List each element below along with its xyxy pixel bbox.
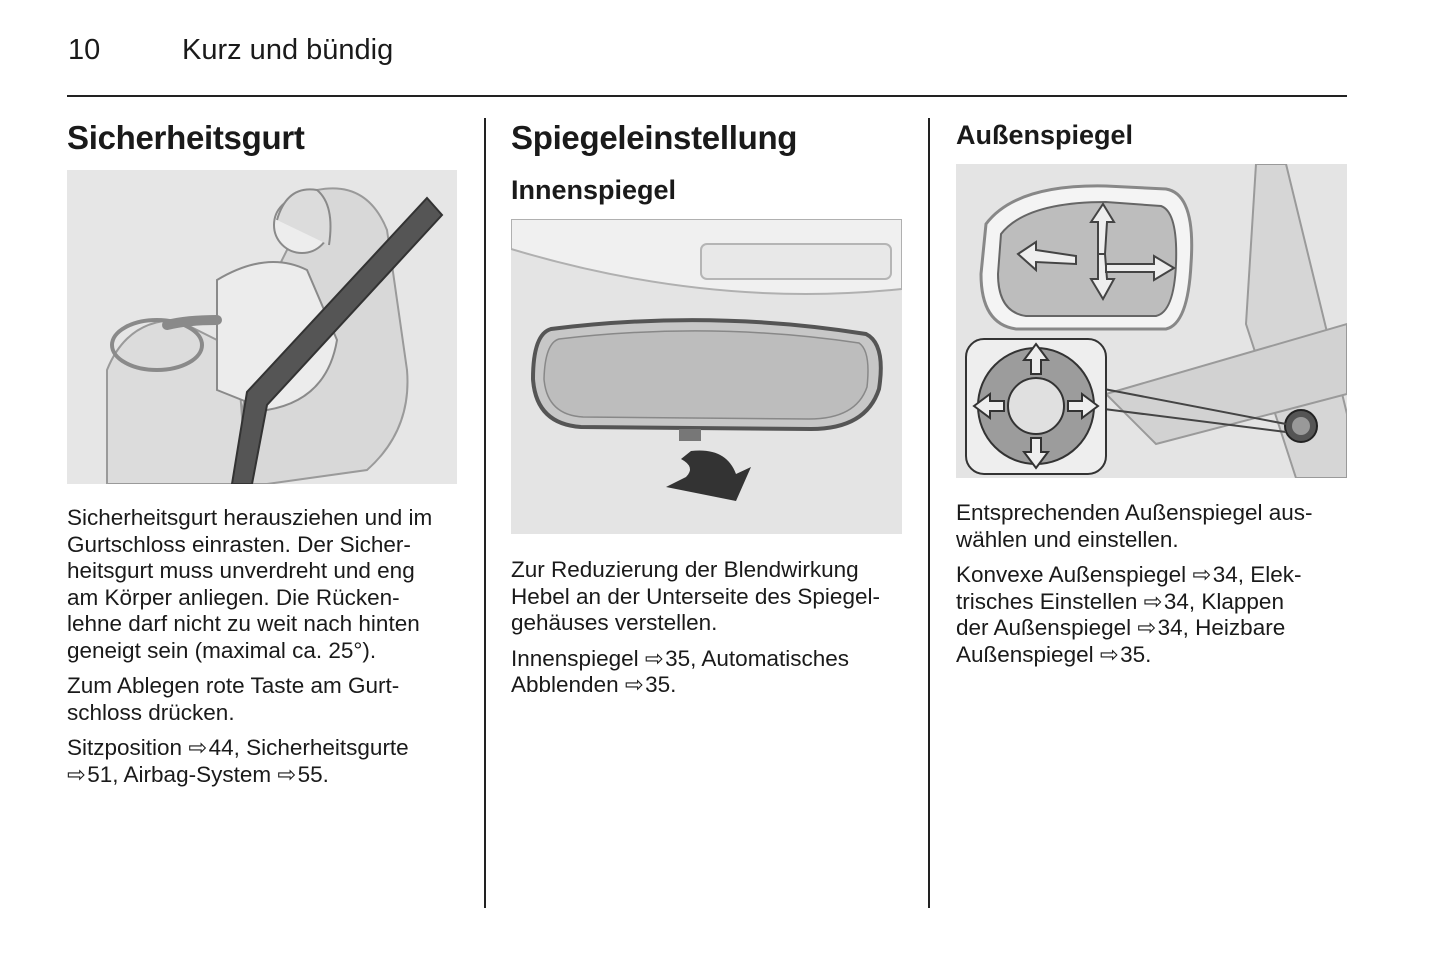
page-reference-arrow-icon: ⇨	[188, 735, 208, 760]
reference-link[interactable]: der Außenspiegel	[956, 615, 1132, 640]
text-line: heitsgurt muss unverdreht und eng	[67, 558, 415, 583]
page-reference-arrow-icon: ⇨	[1099, 641, 1119, 667]
reference-line	[956, 642, 1356, 669]
reference-line	[956, 562, 1356, 589]
text-line: schloss drücken.	[67, 699, 235, 725]
interior-mirror-illustration	[511, 219, 902, 534]
interior-mirror-text	[511, 557, 911, 699]
reference-line	[67, 735, 467, 762]
reference-link[interactable]: 44, Sicherheitsgurte	[202, 735, 409, 760]
page-reference-arrow-icon: ⇨	[1192, 562, 1212, 587]
chapter-title: Kurz und bündig	[182, 34, 394, 66]
reference-text: Sitzposition	[67, 735, 183, 760]
section-heading-seatbelt: Sicherheitsgurt	[67, 119, 305, 156]
seatbelt-text	[67, 505, 467, 788]
column-divider-1	[484, 118, 486, 908]
header-rule	[67, 95, 1347, 97]
page-reference-arrow-icon: ⇨	[277, 761, 297, 787]
page-reference-arrow-icon: ⇨	[624, 672, 644, 697]
reference-link[interactable]: Abblenden	[511, 672, 619, 697]
reference-line	[956, 615, 1356, 642]
reference-text[interactable]: 35, Automatisches	[658, 645, 849, 671]
page-reference-arrow-icon: ⇨	[1137, 615, 1157, 640]
text-line: geneigt sein (maximal ca. 25°).	[67, 637, 377, 663]
reference-line	[511, 646, 911, 673]
reference-link[interactable]: trisches Einstellen	[956, 588, 1138, 614]
text-line: Zur Reduzierung der Blendwirkung	[511, 557, 859, 582]
text-line: am Körper anliegen. Die Rücken-	[67, 584, 400, 610]
reference-line	[511, 672, 911, 699]
page-reference-arrow-icon: ⇨	[644, 645, 664, 671]
reference-text[interactable]: 34, Elek-	[1206, 562, 1302, 587]
reference-text[interactable]: 35.	[1113, 641, 1152, 667]
subheading-exterior-mirror: Außenspiegel	[956, 120, 1134, 150]
reference-link[interactable]: Innenspiegel	[511, 645, 639, 671]
text-line: Entsprechenden Außenspiegel aus-	[956, 500, 1313, 525]
exterior-mirror-illustration	[956, 164, 1347, 478]
subheading-interior-mirror: Innenspiegel	[511, 175, 677, 205]
reference-link[interactable]: Außenspiegel	[956, 641, 1094, 667]
column-divider-2	[928, 118, 930, 908]
text-line: Gurtschloss einrasten. Der Sicher-	[67, 531, 411, 557]
reference-link[interactable]: Konvexe Außenspiegel	[956, 562, 1187, 587]
reference-link[interactable]: 55.	[291, 761, 329, 787]
exterior-mirror-text	[956, 500, 1356, 668]
text-line: gehäuses verstellen.	[511, 610, 718, 635]
page-reference-arrow-icon: ⇨	[67, 761, 86, 787]
reference-link[interactable]: 51, Airbag-System	[81, 761, 272, 787]
page-reference-arrow-icon: ⇨	[1143, 588, 1163, 614]
interior-mirror-figure	[511, 219, 902, 534]
text-line: Hebel an der Unterseite des Spiegel-	[511, 583, 880, 609]
text-line: Sicherheitsgurt herausziehen und im	[67, 505, 433, 530]
reference-text[interactable]: 35.	[638, 672, 677, 697]
seatbelt-figure	[67, 170, 457, 484]
reference-line	[956, 589, 1356, 616]
exterior-mirror-figure	[956, 164, 1347, 478]
text-line: wählen und einstellen.	[956, 526, 1179, 552]
seatbelt-illustration	[67, 170, 457, 484]
page-number: 10	[68, 34, 101, 66]
reference-line	[67, 762, 467, 789]
text-line: Zum Ablegen rote Taste am Gurt-	[67, 673, 400, 698]
section-heading-mirror-adjustment: Spiegeleinstellung	[511, 119, 798, 156]
reference-text[interactable]: 34, Klappen	[1157, 588, 1284, 614]
text-line: lehne darf nicht zu weit nach hinten	[67, 611, 420, 636]
reference-text[interactable]: 34, Heizbare	[1151, 615, 1286, 640]
